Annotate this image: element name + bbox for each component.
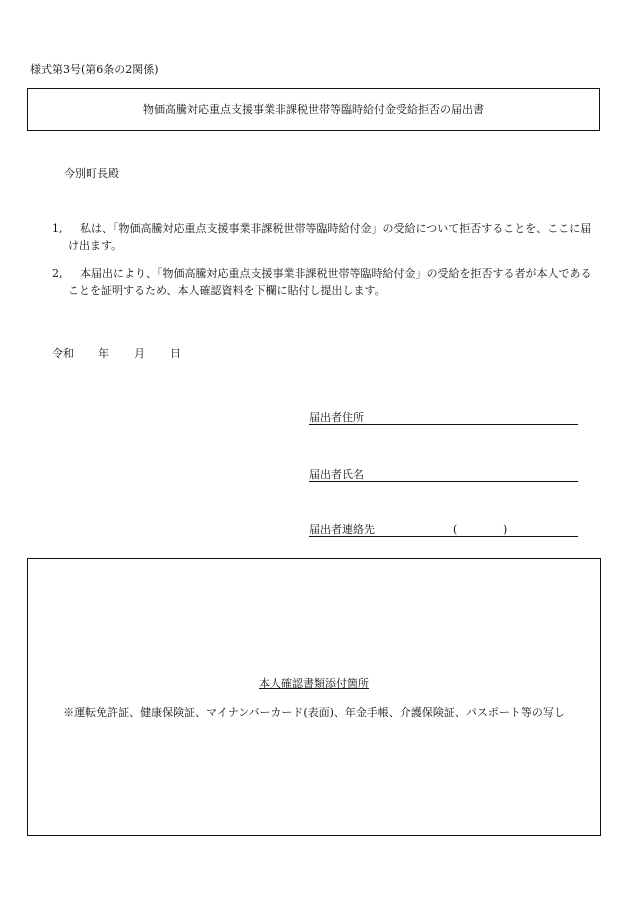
paragraph-1-text: 私は、「物価高騰対応重点支援事業非課税世帯等臨時給付金」の受給について拒否することを、ここに届け出ます。 [68, 222, 592, 252]
name-field[interactable] [309, 467, 578, 482]
attachment-area [27, 558, 601, 836]
contact-open-paren: ( [453, 523, 458, 536]
contact-close-paren: ) [503, 523, 508, 536]
date-era: 令和 [52, 347, 74, 360]
contact-field[interactable] [309, 522, 578, 537]
attachment-title: 本人確認書類添付箇所 [259, 677, 369, 690]
paragraph-2-text: 本届出により、「物価高騰対応重点支援事業非課税世帯等臨時給付金」の受給を拒否する者が本人であることを証明するため、本人確認資料を下欄に貼付し提出します。 [68, 267, 592, 297]
attachment-note: ※運転免許証、健康保険証、マイナンバーカード(表面)、年金手帳、介護保険証、パスポート等の写し [63, 706, 565, 719]
form-title-box [27, 88, 600, 131]
addressee: 今別町長殿 [64, 167, 119, 180]
date-month-unit: 月 [134, 347, 145, 360]
paragraph-2-number: 2, [52, 267, 63, 280]
date-row [52, 348, 181, 359]
address-field[interactable] [309, 410, 578, 425]
date-day-unit: 日 [170, 347, 181, 360]
address-label: 届出者住所 [309, 411, 364, 424]
form-title: 物価高騰対応重点支援事業非課税世帯等臨時給付金受給拒否の届出書 [143, 103, 484, 116]
contact-label: 届出者連絡先 [309, 523, 375, 536]
paragraph-1-number: 1, [52, 222, 63, 235]
date-year-unit: 年 [98, 347, 109, 360]
form-number: 様式第3号(第6条の2関係) [30, 63, 159, 76]
name-label: 届出者氏名 [309, 468, 364, 481]
paragraph-1 [52, 220, 592, 254]
paragraph-2 [52, 265, 592, 299]
